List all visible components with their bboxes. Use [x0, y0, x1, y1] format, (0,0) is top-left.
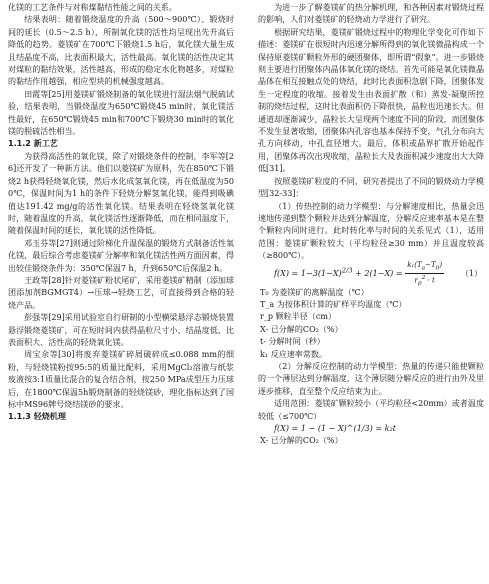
symbol-definition: X- 已分解的CO₂（%） [260, 436, 343, 446]
paragraph: 化镁的工艺条件与对称煤黏结性能之间的关系。 [8, 3, 177, 12]
right-column [258, 2, 484, 448]
section-heading: 1.1.2 新工艺 [8, 139, 58, 149]
equation-number: （1） [460, 269, 482, 279]
paragraph: 田霞等[25]用菱镁矿锻烧制备的氧化镁进行湿法烟气脱硫试验，结果表明，当锻烧温度为650℃锻烧45 min时，氧化镁活性最好，在650℃锻烧45 min和700℃下锻烧30 min时的氧化镁的脱硫活性相当。 [8, 89, 234, 137]
equation-2: f(X) = 1 − (1 − X)^(1/3) = k₂t [274, 424, 396, 433]
paragraph: 王政等[28]针对菱镁矿粉状尾矿，采用菱镁矿精制（添加球团添加剂BGMGT4）→压球→轻烧工艺，可直接得到合格的轻烧产品。 [8, 275, 234, 310]
paragraph: 按照菱镁矿粒度的不同，研究者提出了不同的锻烧动力学模型[32-33]： [258, 176, 484, 199]
paragraph: 为获得高活性的氧化镁，除了对锻烧条件的控制，李军等[26]还开发了一种新方法。他们以菱镁矿为原料，先在850℃下锻烧2 h获得轻烧氧化镁，然后水化成氢氧化镁，再在低温度为500℃，保温时间为1 h的条件下轻烧分解氢氧化镁，能得到吸碘值达191.42 mg/g的活性氧化镁。结果表明在轻烧氢氧化镁时，随着温度的升高，氧化镁活性逐渐降低，而在相同温度下，随着保温时间的延长，氧化镁的活性降低。 [8, 151, 234, 236]
section-heading: 1.1.3 轻烧机理 [8, 412, 66, 422]
paragraph: 彭强等[29]采用试验室自行研制的小型横梁悬浮态锻烧装置悬浮锻烧菱镁矿，可在短时间内获得晶粒尺寸小、结晶度低、比表面积大、活性高的轻烧氧化镁。 [8, 313, 234, 347]
paragraph: 适用范围：菱镁矿颗粒较小（平均粒径<20mm）或者温度较低（≤700℃） [258, 399, 484, 421]
symbol-definition: r_p 颗粒半径（cm） [260, 312, 336, 322]
left-column [8, 2, 234, 424]
symbol-definition: T_a 为按体积计算的矿样平均温度（℃） [260, 299, 407, 309]
equation-1-fraction: $\frac{k_1(T_a-T_0)}{r_p^2 \cdot t}$ [407, 261, 443, 287]
symbol-definition: k₁ 反应速率常数。 [260, 349, 327, 359]
paragraph: （2）分解反应控制的动力学模型：热量的传递只能使颗粒的一个薄层达到分解温度，这个薄层随分解反应的进行由外及里逐步推移，直至整个反应结束为止。 [258, 361, 484, 396]
paragraph: （1）传热控制的动力学模型：与分解速度相比，热量会迅速地传递到整个颗粒并达到分解温度，分解反应速率基本是在整个颗粒内同时进行。此时转化率与时间的关系见式（1），适用范围：菱镁矿颗粒较大（平均粒径≥30 mm）并且温度较高（≥800℃）。 [258, 201, 484, 261]
symbol-definition: t- 分解时间（秒） [260, 337, 325, 347]
symbol-definition: X- 已分解的CO₂（%） [260, 324, 343, 334]
symbol-definition: T₀ 为菱镁矿的离解温度（℃） [260, 287, 369, 297]
equation-1-formula: $f(X) = 1-3(1-X)^{2/3} + 2(1-X)$ = $\frac{k_1(T_a-T_0)}{r_p^2 \cdot t}$ [274, 261, 443, 287]
equation-1 [258, 263, 484, 287]
paragraph: 根据研究结果，菱镁矿锻烧过程中的物理化学变化可作如下描述：菱镁矿在很短时内迅速分解所得到的氧化镁微晶构成一个保持原菱镁矿颗粒外形的硬团聚体，即所谓“假象”。进一步锻烧则主要进行团聚体内晶体氧化镁的烧结。首先可能是氧化镁微晶晶体在相互接触点处的烧结，此时比表面积急剧下降，团聚体发生一定程度的收缩。接着发生由表面扩散（和）蒸发-凝聚所控制的烧结过程，这时比表面积仍下降很快，晶粒也迅速长大。但通道却逐渐减少，晶粒长大呈现两个速度不同的阶段，而团聚体不发生显著收缩，团聚体内孔容也基本保持不变，气孔分布向大孔方向移动，中孔直径增大。最后，体积或晶界扩散开始起作用，团聚体再次出现收缩，晶粒长大及表面积减少速度出大大降低[31]。 [258, 27, 484, 174]
paragraph: 周宝余等[30]将废弃菱镁矿碎屑破碎成≤0.088 mm的细粉，与轻烧镁粉按95:5的质量比配料，采用MgCl₂溶液与纸浆废液按3:1质量比混合的复合结合剂，按250 MPa成型压力压球后，在1800℃保温5h锻烧制备的轻烧镁砂，理化指标达到了国标中MS96牌号烧结镁砂的要求。 [8, 350, 234, 409]
paragraph: 结果表明：随着锻烧温度的升高（500～900℃）、锻烧时间的延长（0.5～2.5 h），所制氧化镁的活性均呈现出先升高后降低的趋势。菱镁矿在700℃下锻烧1.5 h后，氧化镁大量生成且结晶度不高，比表面积最大，活性最高。氧化镁的活性决定其对煤粒的黏结效果，活性越高，形成的稳定水化物越多，对煤粒的黏结作用越强，相应型块的机械强度越高。 [8, 15, 234, 87]
paragraph: 为进一步了解菱镁矿的热分解机理，和各种因素对锻烧过程的影响，人们对菱镁矿的轻烧动力学进行了研究。 [258, 3, 484, 25]
paragraph: 邓玉芬等[27]则通过阶梯化升温保温的锻烧方式制备活性氧化镁，最后综合考虑菱镁矿分解率和氧化镁活性两方面因素，得出较佳锻烧条件为：350℃保温7 h，升到650℃后保温2 h。 [8, 238, 234, 273]
